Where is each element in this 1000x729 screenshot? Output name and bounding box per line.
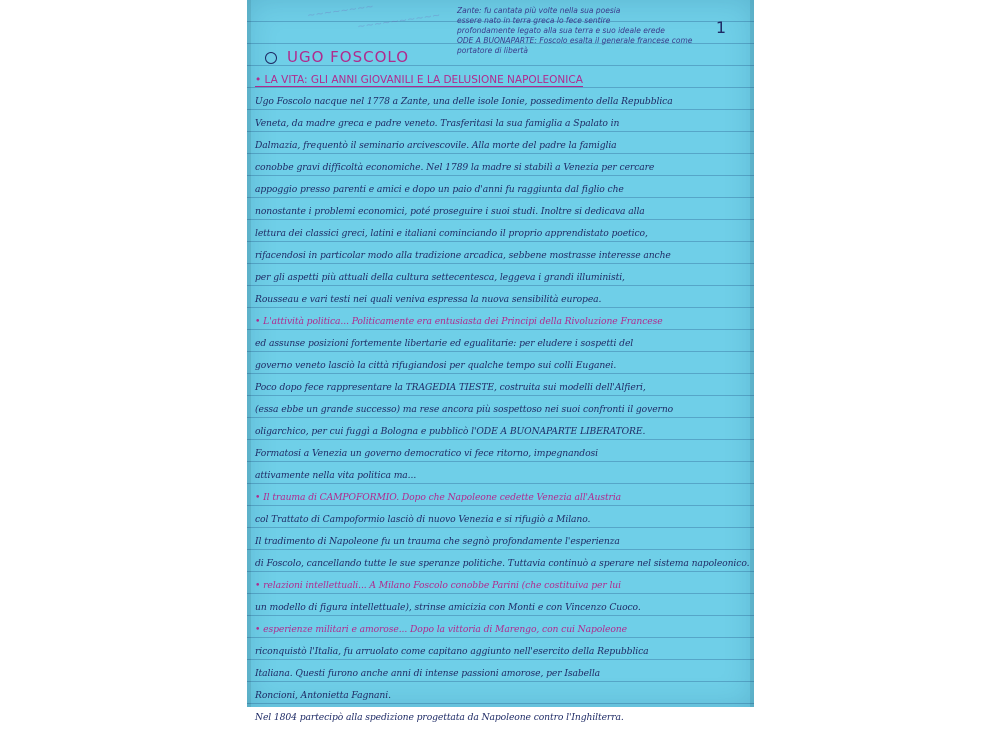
section-heading: • LA VITA: GLI ANNI GIOVANILI E LA DELUSIONE NAPOLEONICA: [255, 74, 583, 86]
top-margin-note: [457, 6, 737, 56]
text-line: Il tradimento di Napoleone fu un trauma che segnò profondamente l'esperienza: [255, 536, 620, 547]
text-line: Rousseau e vari testi nei quali veniva espressa la nuova sensibilità europea.: [255, 294, 602, 305]
text-line: Veneta, da madre greca e padre veneto. Trasferitasi la sua famiglia a Spalato in: [255, 118, 620, 129]
text-line: Nel 1804 partecipò alla spedizione progettata da Napoleone contro l'Inghilterra.: [255, 712, 624, 723]
text-line: • relazioni intellettuali... A Milano Foscolo conobbe Parini (che costituiva per lui: [255, 580, 621, 591]
text-line: appoggio presso parenti e amici e dopo un paio d'anni fu raggiunta dal figlio che: [255, 184, 624, 195]
text-line: nonostante i problemi economici, poté proseguire i suoi studi. Inoltre si dedicava alla: [255, 206, 645, 217]
circle-bullet-icon: [265, 52, 277, 64]
text-line: per gli aspetti più attuali della cultura settecentesca, leggeva i grandi illuministi,: [255, 272, 625, 283]
text-line: lettura dei classici greci, latini e italiani cominciando il proprio apprendistato poetico,: [255, 228, 648, 239]
page-number: 1: [715, 18, 726, 37]
text-line: • Il trauma di CAMPOFORMIO. Dopo che Napoleone cedette Venezia all'Austria: [255, 492, 622, 503]
bleed-through-text: ~~~~~~~~: [306, 1, 375, 22]
text-line: riconquistò l'Italia, fu arruolato come capitano aggiunto nell'esercito della Repubblica: [255, 646, 649, 657]
text-line: attivamente nella vita politica ma...: [255, 470, 417, 481]
text-line: • esperienze militari e amorose... Dopo la vittoria di Marengo, con cui Napoleone: [255, 624, 627, 635]
top-note-line: ODE A BUONAPARTE: Foscolo esalta il generale francese come: [457, 36, 693, 45]
text-line: Italiana. Questi furono anche anni di intense passioni amorose, per Isabella: [255, 668, 601, 679]
text-line: ed assunse posizioni fortemente libertarie ed egualitarie: per eludere i sospetti del: [255, 338, 634, 349]
text-line: (essa ebbe un grande successo) ma rese ancora più sospettoso nei suoi confronti il governo: [255, 404, 674, 415]
text-line: governo veneto lasciò la città rifugiandosi per qualche tempo sui colli Euganei.: [255, 360, 617, 371]
top-note-line: essere nato in terra greca lo fece sentire: [457, 16, 611, 25]
text-line: Formatosi a Venezia un governo democratico vi fece ritorno, impegnandosi: [255, 448, 598, 459]
page-title: UGO FOSCOLO: [287, 48, 410, 66]
notebook-page: [247, 0, 754, 723]
text-line: Dalmazia, frequentò il seminario arcivescovile. Alla morte del padre la famiglia: [255, 140, 617, 151]
top-note-line: portatore di libertà: [457, 46, 528, 55]
text-line: • L'attività politica... Politicamente era entusiasta dei Principi della Rivoluzione Francese: [255, 316, 663, 327]
top-note-line: Zante: fu cantata più volte nella sua poesia: [457, 6, 621, 15]
top-note-line: profondamente legato alla sua terra e suo ideale erede: [457, 26, 665, 35]
text-line: rifacendosi in particolar modo alla tradizione arcadica, sebbene mostrasse interesse anche: [255, 250, 671, 261]
bleed-through-text-2: ~~~~~~~~~~: [356, 10, 442, 33]
page-edge-left: [247, 0, 251, 707]
text-line: oligarchico, per cui fuggì a Bologna e pubblicò l'ODE A BUONAPARTE LIBERATORE.: [255, 426, 646, 437]
text-line: conobbe gravi difficoltà economiche. Nel 1789 la madre si stabilì a Venezia per cercare: [255, 162, 655, 173]
text-line: un modello di figura intellettuale), strinse amicizia con Monti e con Vincenzo Cuoco.: [255, 602, 641, 613]
text-line: col Trattato di Campoformio lasciò di nuovo Venezia e si rifugiò a Milano.: [255, 514, 591, 525]
text-line: Ugo Foscolo nacque nel 1778 a Zante, una delle isole Ionie, possedimento della Repubblica: [255, 96, 673, 107]
text-line: di Foscolo, cancellando tutte le sue speranze politiche. Tuttavia continuò a sperare nel sistema napoleonico.: [255, 558, 750, 569]
handwritten-body: [255, 91, 751, 729]
text-line: Poco dopo fece rappresentare la TRAGEDIA TIESTE, costruita sui modelli dell'Alfieri,: [255, 382, 646, 393]
text-line: Roncioni, Antonietta Fagnani.: [255, 690, 391, 701]
